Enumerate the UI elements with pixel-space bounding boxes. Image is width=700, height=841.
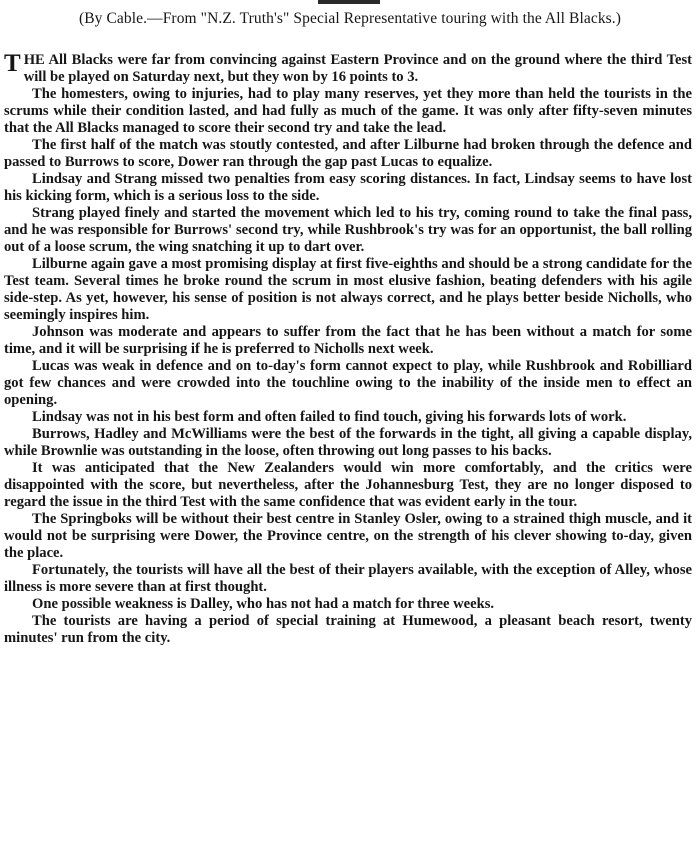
article-paragraph: The first half of the match was stoutly contested, and after Lilburne had broken through the defence and passed to Burrows to score, Dower ran through the gap past Lucas to equalize. <box>4 137 692 170</box>
byline: (By Cable.—From "N.Z. Truth's" Special Representative touring with the All Blacks.) <box>78 10 622 27</box>
article-paragraph: Strang played finely and started the movement which led to his try, coming round to take the final pass, and he was responsible for Burrows' second try, while Rushbrook's try was for an opportunist, the ball rolling out of a loose scrum, the wing snatching it up to dart over. <box>4 205 692 255</box>
article-paragraph: Fortunately, the tourists will have all the best of their players available, with the exception of Alley, whose illness is more severe than at first thought. <box>4 562 692 595</box>
drop-cap: T <box>4 50 21 77</box>
article-paragraph: It was anticipated that the New Zealanders would win more comfortably, and the critics were disappointed with the score, but nevertheless, after the Johannesburg Test, they are no longer disposed to regard the issue in the third Test with the same confidence that was evident early in the tour. <box>4 460 692 510</box>
article-paragraph: Lindsay and Strang missed two penalties from easy scoring distances. In fact, Lindsay seems to have lost his kicking form, which is a serious loss to the side. <box>4 171 692 204</box>
lead-paragraph <box>4 52 692 86</box>
article-paragraph: Lucas was weak in defence and on to-day's form cannot expect to play, while Rushbrook and Robilliard got few chances and were crowded into the touchline owing to the inability of the inside men to effect an opening. <box>4 358 692 408</box>
article-body <box>4 52 692 647</box>
article-paragraph: One possible weakness is Dalley, who has not had a match for three weeks. <box>32 596 495 612</box>
article-paragraph: Burrows, Hadley and McWilliams were the best of the forwards in the tight, all giving a capable display, while Brownlie was outstanding in the loose, often throwing out long passes to his backs. <box>4 426 692 459</box>
article-paragraph: Lilburne again gave a most promising display at first five-eighths and should be a strong candidate for the Test team. Several times he broke round the scrum in most elusive fashion, beating defenders with his agile side-step. As yet, however, his sense of position is not always correct, and he plays better beside Nicholls, who seemingly inspires him. <box>4 256 692 323</box>
article-paragraph: Johnson was moderate and appears to suffer from the fact that he has been without a match for some time, and it will be surprising if he is preferred to Nicholls next week. <box>4 324 692 357</box>
article-paragraph: The tourists are having a period of special training at Humewood, a pleasant beach resort, twenty minutes' run from the city. <box>4 613 692 646</box>
article-paragraph: Lindsay was not in his best form and often failed to find touch, giving his forwards lots of work. <box>32 409 627 425</box>
article-paragraph: The homesters, owing to injuries, had to play many reserves, yet they more than held the tourists in the scrums while their condition lasted, and had fully as much of the game. It was only after fifty-seven minutes that the All Blacks managed to score their second try and take the lead. <box>4 86 692 136</box>
article-paragraph: The Springboks will be without their best centre in Stanley Osler, owing to a strained thigh muscle, and it would not be surprising were Dower, the Province centre, on the strength of his clever showing to-day, given the place. <box>4 511 692 561</box>
lead-text: HE All Blacks were far from convincing against Eastern Province and on the ground where the third Test will be played on Saturday next, but they won by 16 points to 3. <box>23 52 692 85</box>
top-divider-rule <box>318 0 380 4</box>
